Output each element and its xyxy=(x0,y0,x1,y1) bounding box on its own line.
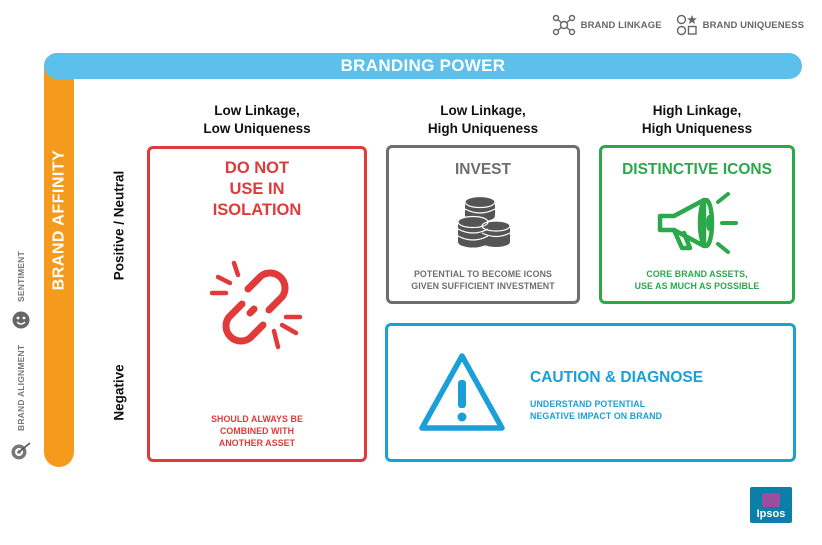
box-invest xyxy=(386,145,580,304)
box-distinctive-icons xyxy=(599,145,795,304)
isolation-title: DO NOT USE IN ISOLATION xyxy=(212,159,302,219)
sentiment-icon xyxy=(11,310,31,330)
row-label-positive: Positive / Neutral xyxy=(111,170,127,281)
side-sentiment: SENTIMENT xyxy=(10,250,32,340)
column-header-low-low: Low Linkage, Low Uniqueness xyxy=(203,103,311,136)
invest-description: POTENTIAL TO BECOME ICONS GIVEN SUFFICIENT INVESTMENT xyxy=(411,269,555,291)
coin-stack-icon xyxy=(454,192,514,252)
legend xyxy=(552,14,804,36)
megaphone-icon xyxy=(652,186,748,256)
brand-affinity-title: BRAND AFFINITY xyxy=(50,149,67,290)
legend-brand-uniqueness: BRAND UNIQUENESS xyxy=(676,14,804,36)
network-icon xyxy=(552,14,576,36)
ipsos-logo xyxy=(750,487,792,523)
ipsos-logo-text: Ipsos xyxy=(756,508,786,520)
icons-title: DISTINCTIVE ICONS xyxy=(622,161,772,178)
branding-power-bar xyxy=(44,53,802,79)
icons-description: CORE BRAND ASSETS, USE AS MUCH AS POSSIBLE xyxy=(634,269,760,291)
warning-triangle-icon xyxy=(416,350,508,436)
ipsos-mark xyxy=(762,493,780,507)
caution-description: UNDERSTAND POTENTIAL NEGATIVE IMPACT ON BRAND xyxy=(530,399,663,421)
box-do-not-use-in-isolation xyxy=(147,146,367,462)
broken-link-icon xyxy=(204,255,308,359)
brand-affinity-label xyxy=(45,92,73,347)
column-header-low-high: Low Linkage, High Uniqueness xyxy=(427,103,539,136)
column-header-high-high: High Linkage, High Uniqueness xyxy=(641,103,753,136)
side-legend xyxy=(8,250,34,470)
invest-title: INVEST xyxy=(455,161,511,178)
caution-title: CAUTION & DIAGNOSE xyxy=(530,369,704,386)
row-label-negative: Negative xyxy=(111,364,127,421)
isolation-description: SHOULD ALWAYS BE COMBINED WITH ANOTHER ASSET xyxy=(211,414,303,448)
side-brand-alignment: BRAND ALIGNMENT xyxy=(10,345,32,465)
shapes-star-icon xyxy=(676,14,698,36)
legend-brand-linkage: BRAND LINKAGE xyxy=(552,14,662,36)
branding-power-title: BRANDING POWER xyxy=(340,56,506,75)
box-caution-diagnose xyxy=(385,323,796,462)
alignment-icon xyxy=(10,441,32,461)
